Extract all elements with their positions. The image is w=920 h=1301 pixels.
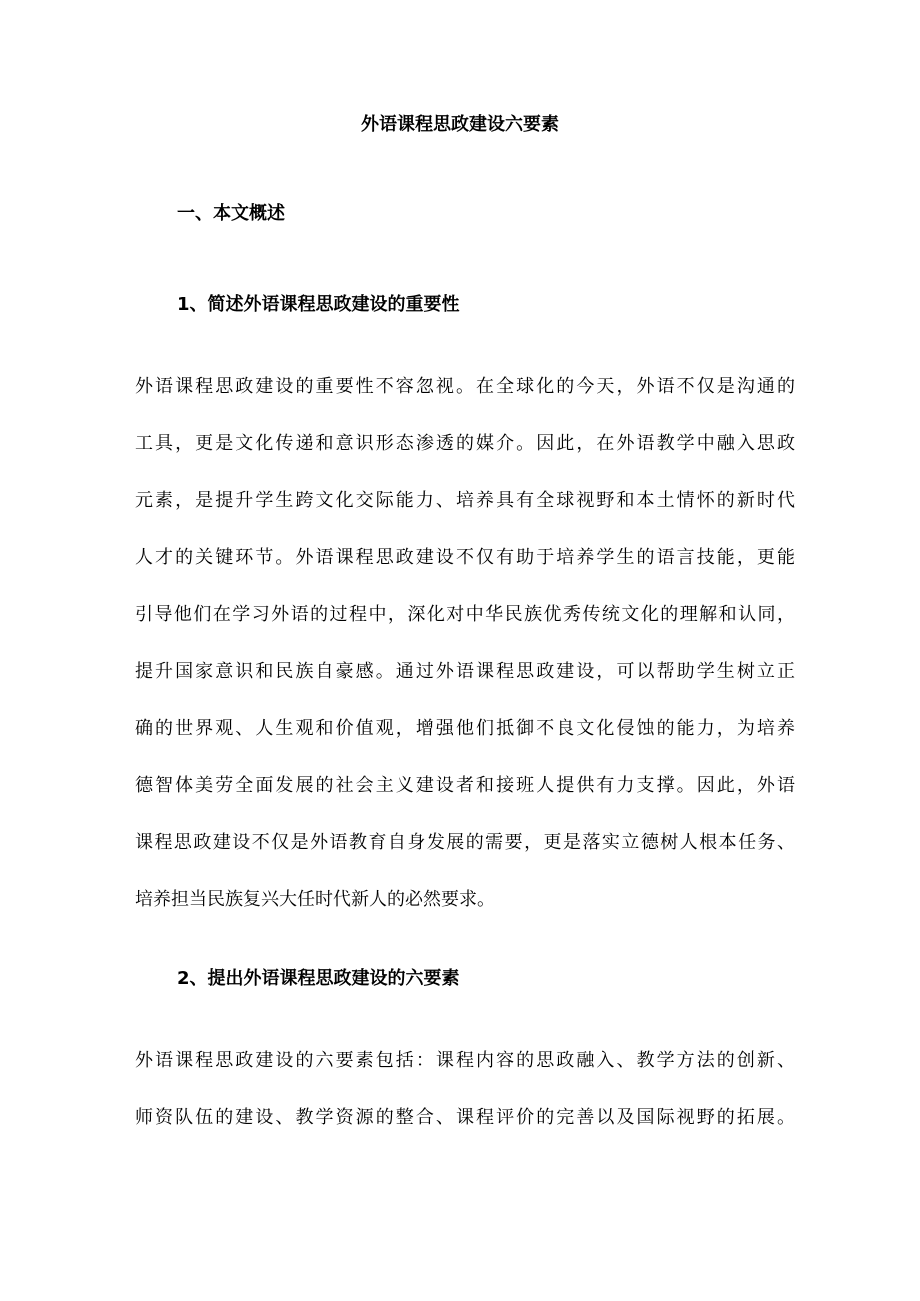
subsection-heading-importance: 1、简述外语课程思政建设的重要性	[177, 294, 460, 315]
paragraph-line: 提升国家意识和民族自豪感。通过外语课程思政建设，可以帮助学生树立正	[135, 661, 795, 682]
section-heading-overview: 一、本文概述	[177, 203, 285, 224]
paragraph-six-elements	[135, 1046, 795, 1160]
paragraph-line: 德智体美劳全面发展的社会主义建设者和接班人提供有力支撑。因此，外语	[135, 775, 795, 796]
paragraph-line: 人才的关键环节。外语课程思政建设不仅有助于培养学生的语言技能，更能	[135, 547, 795, 568]
paragraph-line: 培养担当民族复兴大任时代新人的必然要求。	[135, 889, 495, 910]
paragraph-line: 外语课程思政建设的六要素包括：课程内容的思政融入、教学方法的创新、	[135, 1050, 795, 1071]
paragraph-line: 确的世界观、人生观和价值观，增强他们抵御不良文化侵蚀的能力，为培养	[135, 718, 795, 739]
paragraph-importance	[135, 372, 795, 942]
paragraph-line: 外语课程思政建设的重要性不容忽视。在全球化的今天，外语不仅是沟通的	[135, 376, 795, 397]
paragraph-line: 师资队伍的建设、教学资源的整合、课程评价的完善以及国际视野的拓展。	[135, 1107, 795, 1128]
paragraph-line: 课程思政建设不仅是外语教育自身发展的需要，更是落实立德树人根本任务、	[135, 832, 795, 853]
paragraph-line: 引导他们在学习外语的过程中，深化对中华民族优秀传统文化的理解和认同，	[135, 604, 795, 625]
paragraph-line: 工具，更是文化传递和意识形态渗透的媒介。因此，在外语教学中融入思政	[135, 433, 795, 454]
document-title: 外语课程思政建设六要素	[361, 114, 559, 135]
subsection-heading-six-elements: 2、提出外语课程思政建设的六要素	[177, 968, 460, 989]
paragraph-line: 元素，是提升学生跨文化交际能力、培养具有全球视野和本土情怀的新时代	[135, 490, 795, 511]
